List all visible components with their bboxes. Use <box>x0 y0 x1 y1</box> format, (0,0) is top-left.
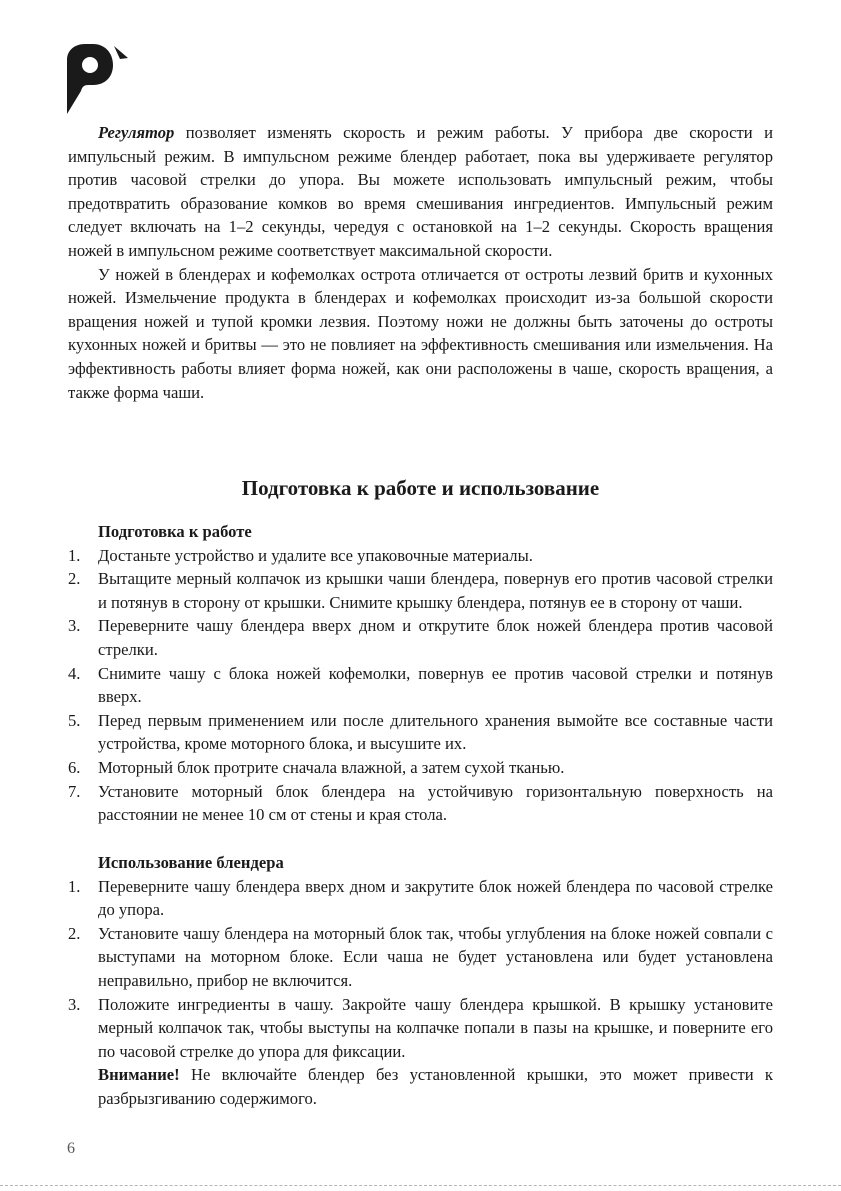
list-item-text: Перед первым применением или после длительного хранения вымойте все составные части устройства, кроме моторного блока, и высушите их. <box>98 710 773 754</box>
intro-paragraph-regulator <box>68 121 773 263</box>
list-item <box>68 614 773 661</box>
list-item-number: 5. <box>68 710 81 730</box>
list-item-number: 4. <box>68 663 81 683</box>
list-item-number: 7. <box>68 781 81 801</box>
list-item-number: 1. <box>68 876 81 896</box>
regulator-term: Регулятор <box>98 123 175 142</box>
brand-logo-icon <box>67 44 129 114</box>
list-item-text: Установите моторный блок блендера на устойчивую горизонтальную поверхность на расстоянии не менее 10 см от стены и края стола. <box>98 781 773 825</box>
regulator-description: позволяет изменять скорость и режим работы. У прибора две скорости и импульсный режим. В импульсном режиме блендер работает, пока вы удерживаете регулятор против часовой стрелки до упора. Вы можете использовать импульсный режим, чтобы предотвратить образование комков во время смешивания ингредиентов. Импульсный режим следует включать на 1–2 секунды, чередуя с остановкой на 1–2 секунды. Скорость вращения ножей в импульсном режиме соответствует максимальной скорости. <box>68 123 773 260</box>
list-item <box>68 544 773 568</box>
list-item <box>68 922 773 993</box>
list-item-text: Снимите чашу с блока ножей кофемолки, повернув ее против часовой стрелки и потянув вверх. <box>98 663 773 707</box>
list-item-number: 6. <box>68 757 81 777</box>
list-item-number: 3. <box>68 616 81 636</box>
intro-text <box>68 121 773 404</box>
section-title: Подготовка к работе и использование <box>241 476 600 500</box>
bottom-divider <box>0 1185 841 1186</box>
list-item <box>68 780 773 827</box>
list-item <box>68 756 773 780</box>
warning-text: Не включайте блендер без установленной крышки, это может привести к разбрызгиванию содержимого. <box>98 1065 773 1108</box>
list-item-text: Установите чашу блендера на моторный блок так, чтобы углубления на блоке ножей совпали с выступами на моторном блоке. Если чаша не будет установлена или будет установлена неправильно, прибор не включится. <box>98 923 773 990</box>
list-item <box>68 875 773 922</box>
preparation-heading: Подготовка к работе <box>98 522 252 541</box>
preparation-list <box>68 544 773 827</box>
list-item <box>68 662 773 709</box>
list-item-text: Достаньте устройство и удалите все упаковочные материалы. <box>98 545 533 565</box>
list-item-text: Переверните чашу блендера вверх дном и закрутите блок ножей блендера по часовой стрелке до упора. <box>98 876 773 920</box>
list-item-text: Вытащите мерный колпачок из крышки чаши блендера, повернув его против часовой стрелки и потянув в сторону от крышки. Снимите крышку блендера, потянув ее в сторону от чаши. <box>98 569 773 612</box>
list-item-number: 1. <box>68 545 81 565</box>
list-item-number: 2. <box>68 569 81 589</box>
usage-heading: Использование блендера <box>98 853 284 872</box>
list-item-number: 2. <box>68 923 81 943</box>
intro-paragraph-knives: У ножей в блендерах и кофемолках острота отличается от остроты лезвий бритв и кухонных ножей. Измельчение продукта в блендерах и кофемолках происходит из-за большой скорости вращения ножей и тупой кромки лезвия. Поэтому ножи не должны быть заточены до остроты кухонных ножей и бритвы — это не повлияет на эффективность смешивания или измельчения. На эффективность работы влияет форма ножей, как они расположены в чаше, скорость вращения, а также форма чаши. <box>68 264 773 402</box>
list-item <box>68 709 773 756</box>
list-item <box>68 567 773 614</box>
list-item-text: Переверните чашу блендера вверх дном и открутите блок ножей блендера против часовой стрелки. <box>98 616 773 659</box>
preparation-section <box>68 520 773 827</box>
list-item-text: Моторный блок протрите сначала влажной, а затем сухой тканью. <box>98 757 565 777</box>
list-item <box>68 993 773 1064</box>
list-item-text: Положите ингредиенты в чашу. Закройте чашу блендера крышкой. В крышку установите мерный колпачок так, чтобы выступы на колпачке попали в пазы на крышке, и поверните его по часовой стрелке до упора для фиксации. <box>98 994 773 1061</box>
list-item-number: 3. <box>68 994 81 1014</box>
warning-note <box>68 1063 773 1110</box>
usage-list <box>68 875 773 1064</box>
usage-section <box>68 851 773 1111</box>
warning-label: Внимание! <box>98 1065 180 1085</box>
page-number: 6 <box>67 1140 75 1157</box>
